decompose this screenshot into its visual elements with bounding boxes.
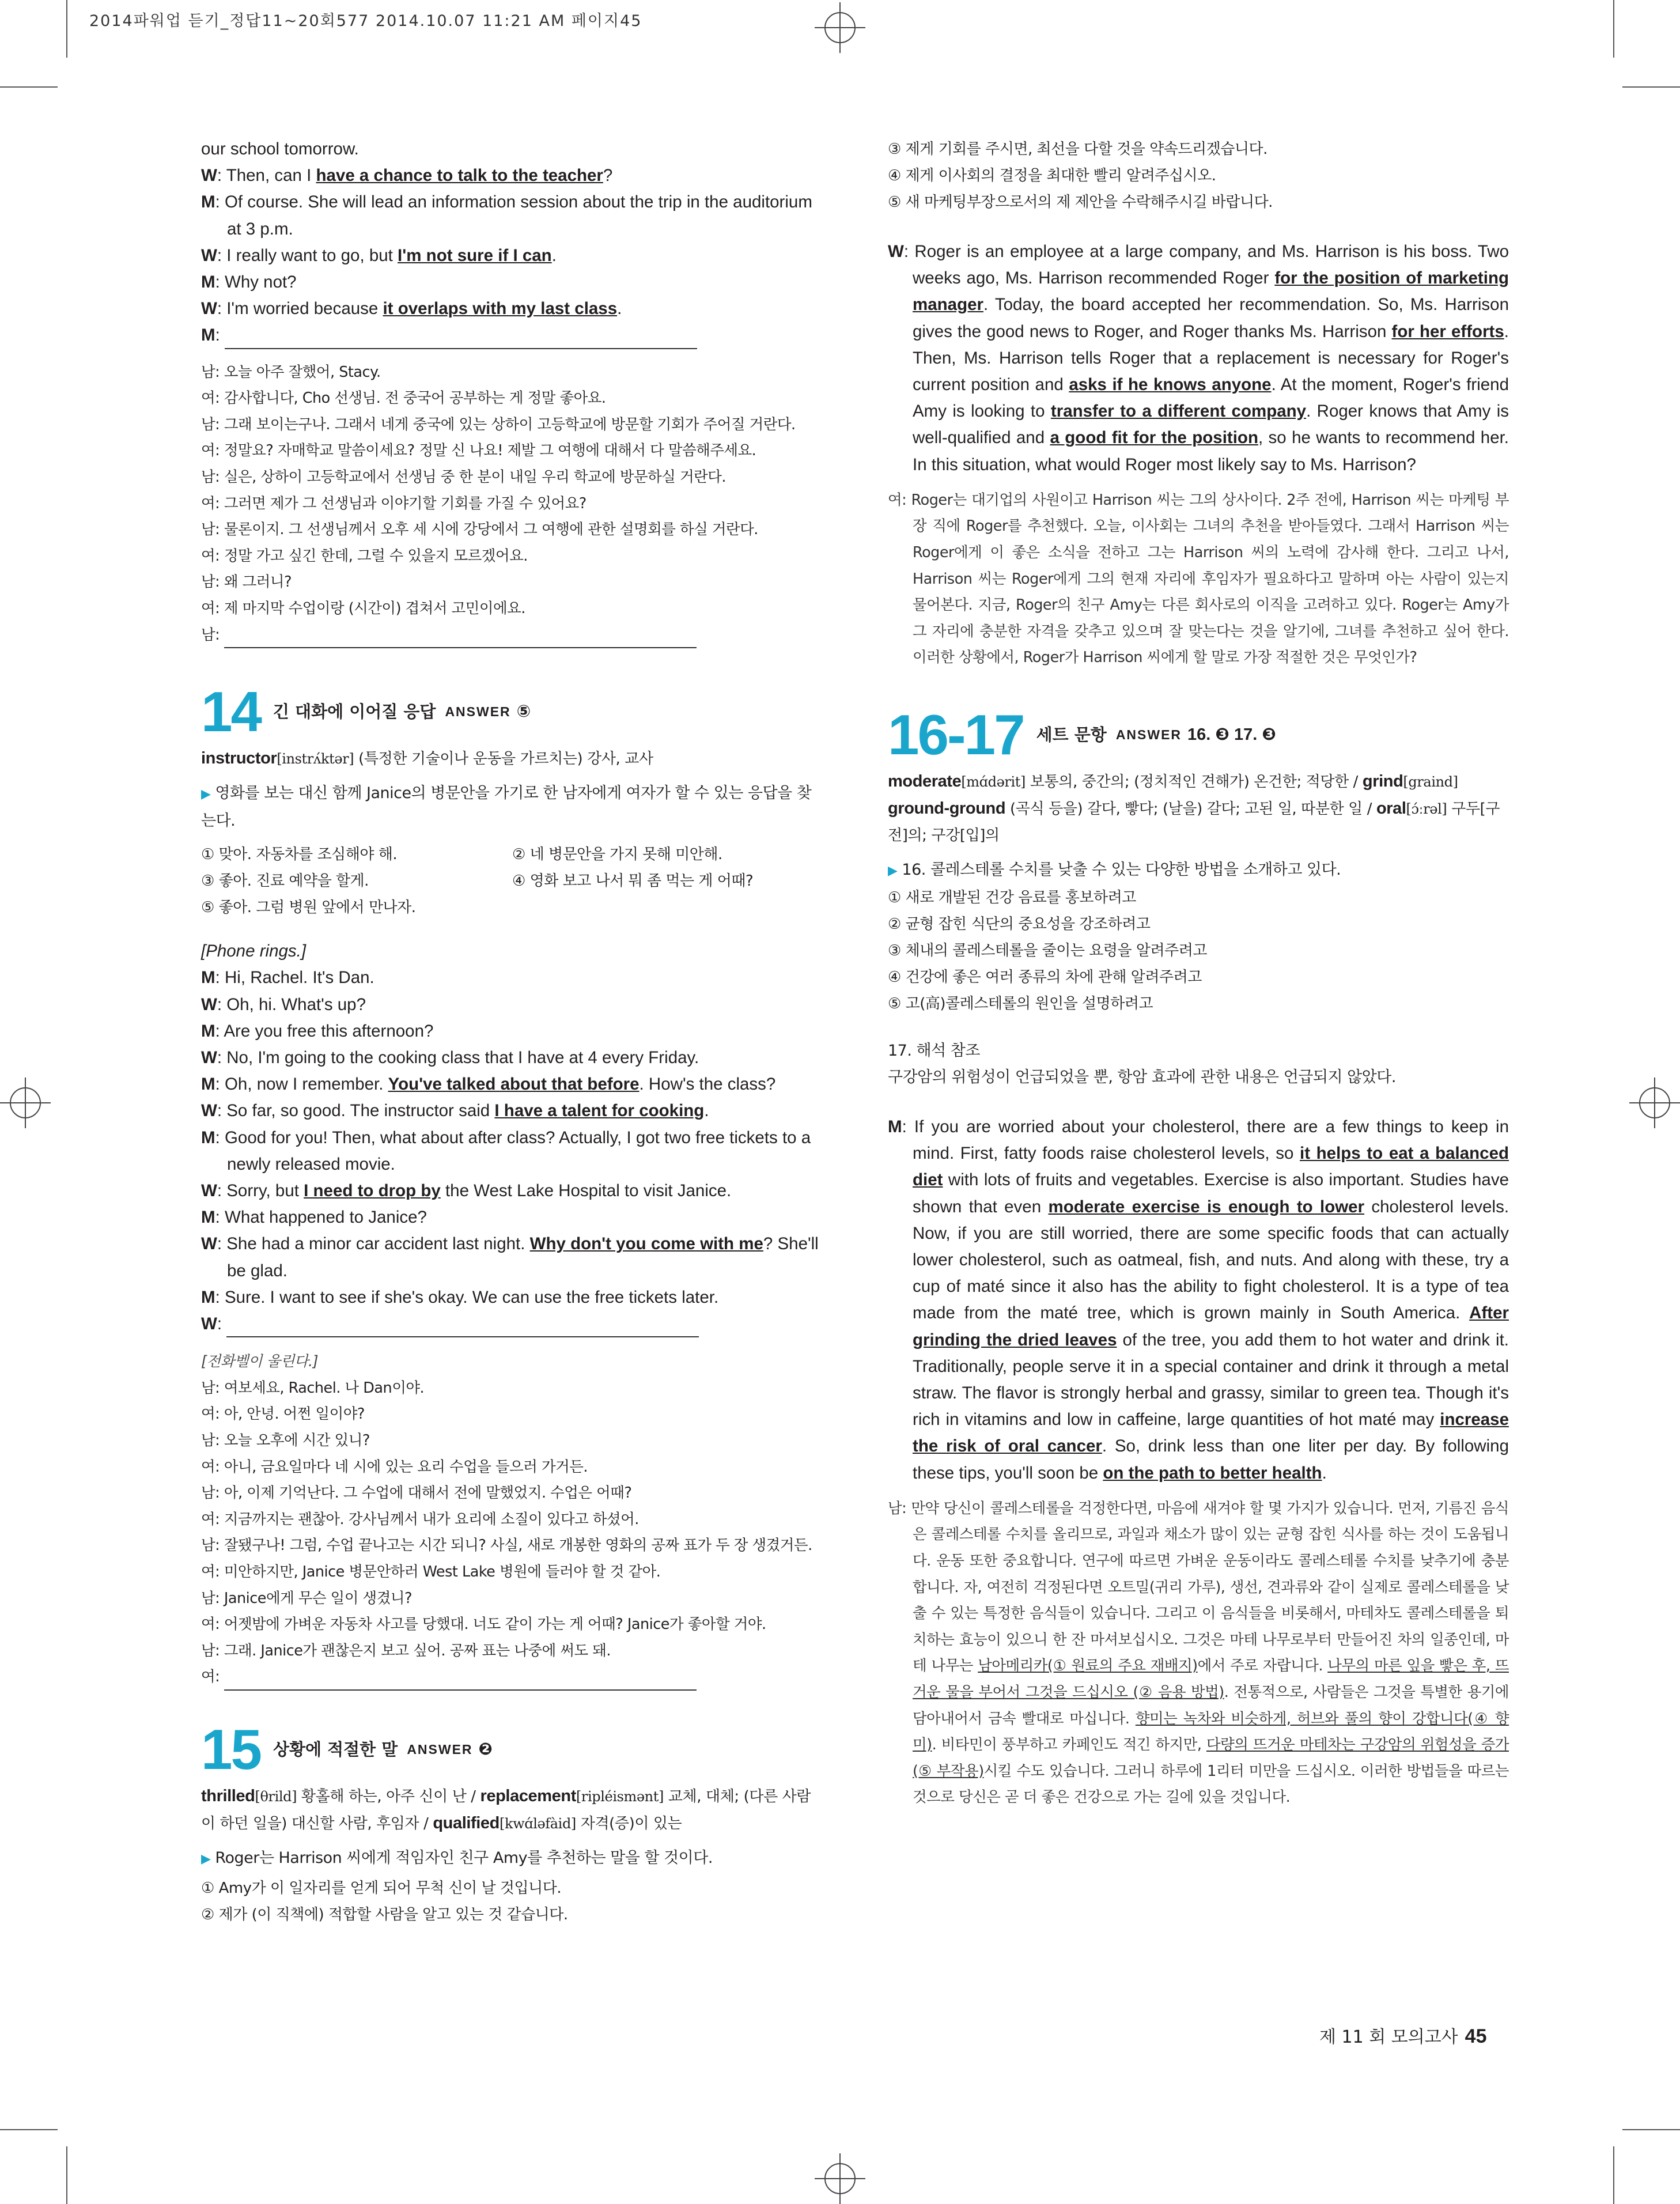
speaker-label: W xyxy=(201,1181,217,1200)
text-segment: : xyxy=(217,1314,222,1333)
speaker-label: 남 xyxy=(201,573,215,591)
section-15-heading xyxy=(201,1717,822,1781)
text-segment: : She had a minor car accident last night. xyxy=(217,1234,530,1254)
dialogue-line xyxy=(201,189,822,242)
speaker-label: 남 xyxy=(201,1484,215,1502)
answer-option: ⑤ 고(高)콜레스테롤의 원인을 설명하려고 xyxy=(888,995,1153,1012)
dialogue-line xyxy=(201,1231,822,1284)
question-text: 16. 콜레스테롤 수치를 낮출 수 있는 다양한 방법을 소개하고 있다. xyxy=(902,860,1341,879)
vocab-word: instructor xyxy=(201,749,277,768)
dialogue-line xyxy=(201,1018,822,1045)
text-segment: : 정말요? 자매학교 말씀이세요? 정말 신 나요! 제발 그 여행에 대해서 다 말씀해주세요. xyxy=(215,442,756,460)
section-title: 긴 대화에 이어질 응답 xyxy=(273,702,436,722)
stage-direction: [Phone rings.] xyxy=(201,942,307,961)
page-footer xyxy=(1319,2022,1487,2048)
vocab-definition: 황홀해 하는, 아주 신이 난 / xyxy=(297,1787,480,1805)
answer-value: 16. ❸ 17. ❸ xyxy=(1187,725,1276,744)
speaker-label: 남 xyxy=(201,468,215,486)
section-title: 세트 문항 xyxy=(1036,724,1107,744)
text-segment: : 아, 이제 기억난다. 그 수업에 대해서 전에 말했었지. 수업은 어때? xyxy=(215,1484,632,1502)
text-segment: . xyxy=(1322,1463,1327,1483)
text-segment: : So far, so good. The instructor said xyxy=(217,1101,495,1121)
text-segment: : xyxy=(215,1668,220,1686)
vocab-word: replacement xyxy=(480,1786,576,1805)
key-phrase: it overlaps with my last class xyxy=(383,299,618,319)
text-segment: . xyxy=(704,1101,709,1121)
crop-mark xyxy=(66,0,67,58)
answer-option: ④ 건강에 좋은 여러 종류의 차에 관해 알려주려고 xyxy=(888,968,1202,986)
text-segment: : 아, 안녕. 어쩐 일이야? xyxy=(215,1405,365,1423)
text-segment: : Sorry, but xyxy=(217,1181,304,1200)
dialogue-line xyxy=(201,1480,822,1507)
answer-option: ③ 제게 기회를 주시면, 최선을 다할 것을 약속드리겠습니다. xyxy=(888,141,1267,158)
key-phrase: 향미는 녹차와 비슷하게, 허브와 풀의 향이 강합니다(④ 향미) xyxy=(913,1710,1509,1754)
script-16-korean xyxy=(888,1496,1509,1811)
crop-mark xyxy=(66,2146,67,2204)
text-segment: : Roger is an employee at a large company, and Ms. Harrison is his boss. Two weeks ago, Ms. Harrison recommended Roger xyxy=(903,242,1509,288)
dialogue-13-english xyxy=(201,136,822,349)
key-phrase: on the path to better health xyxy=(1103,1463,1322,1483)
text-segment: the West Lake Hospital to visit Janice. xyxy=(440,1181,732,1200)
text-segment: : 지금까지는 괜찮아. 강사님께서 내가 요리에 소질이 있다고 하셨어. xyxy=(215,1510,639,1528)
text-segment: : 오늘 오후에 시간 있니? xyxy=(215,1431,370,1449)
text-segment: : Hi, Rachel. It's Dan. xyxy=(215,968,374,988)
key-phrase: I need to drop by xyxy=(304,1181,441,1200)
dialogue-line xyxy=(201,569,822,596)
answer-option: ② 제가 (이 직책에) 적합할 사람을 알고 있는 것 같습니다. xyxy=(201,1906,568,1923)
speaker-label: 여 xyxy=(201,1563,215,1581)
speaker-label: M xyxy=(201,1208,215,1227)
answer-value: ❷ xyxy=(478,1740,493,1759)
key-phrase: 나무의 마른 잎을 빻은 후, 뜨거운 물을 부어서 그것을 드십시오 (② 음용 방법) xyxy=(913,1657,1509,1701)
answer-option: ④ 제게 이사회의 결정을 최대한 빨리 알려주십시오. xyxy=(888,167,1216,184)
vocab-definition: (곡식 등을) 갈다, 빻다; (날을) 갈다; 고된 일, 따분한 일 / xyxy=(1005,800,1376,818)
answer-option: ② 네 병문안을 가지 못해 미안해. xyxy=(512,846,722,864)
options-15-part2 xyxy=(888,136,1509,216)
registration-mark-icon xyxy=(1629,1078,1680,1128)
section-14-heading xyxy=(201,680,822,744)
dialogue-line xyxy=(201,385,822,412)
dialogue-line xyxy=(201,1284,822,1311)
answer-option: ⑤ 좋아. 그럼 병원 앞에서 만나자. xyxy=(201,899,416,917)
speaker-label: 남 xyxy=(201,363,215,381)
speaker-label: M xyxy=(201,273,215,292)
text-segment: : 그래 보이는구나. 그래서 네게 중국에 있는 상하이 고등학교에 방문할 기회가 주어질 거란다. xyxy=(215,415,796,433)
section-number: 15 xyxy=(201,1717,261,1781)
answer-option: ① 맞아. 자동차를 조심해야 해. xyxy=(201,846,398,864)
text-segment: : xyxy=(215,626,220,644)
text-segment: : xyxy=(215,326,220,345)
speaker-label: W xyxy=(201,1048,217,1067)
speaker-label: W xyxy=(888,242,904,261)
registration-mark-icon xyxy=(0,1078,51,1128)
speaker-label: W xyxy=(201,995,217,1014)
key-phrase: You've talked about that before xyxy=(388,1075,640,1094)
speaker-label: M xyxy=(201,1021,215,1041)
answer-label: ANSWER xyxy=(445,704,511,720)
speaker-label: 남 xyxy=(201,1537,215,1555)
vocab-ipa: [instrʌ́ktər] xyxy=(277,751,354,768)
text-segment: : Sure. I want to see if she's okay. We can use the free tickets later. xyxy=(215,1287,719,1307)
key-phrase: have a chance to talk to the teacher xyxy=(316,166,603,186)
answer-option: ⑤ 새 마케팅부장으로서의 제 제안을 수락해주시길 바랍니다. xyxy=(888,194,1273,211)
answer-option: ② 균형 잡힌 식단의 중요성을 강조하려고 xyxy=(888,915,1151,933)
text-segment: : Of course. She will lead an information session about the trip in the auditorium at 3 p.m. xyxy=(215,192,812,239)
question-16 xyxy=(888,857,1509,884)
speaker-label: 여 xyxy=(201,442,215,460)
speaker-label: 남 xyxy=(201,1379,215,1397)
answer-option: ① Amy가 이 일자리를 얻게 되어 무척 신이 날 것입니다. xyxy=(201,1879,562,1897)
speaker-label: 남 xyxy=(201,1642,215,1659)
stage-direction-korean: [전화벨이 울린다.] xyxy=(201,1353,319,1371)
text-segment: : If you are worried about your cholesterol, there are a few things to keep in mind. First, fatty foods raise cholesterol levels, so xyxy=(902,1117,1509,1163)
speaker-label: M xyxy=(201,326,215,345)
print-header: 2014파워업 듣기_정답11~20회577 2014.10.07 11:21 AM 페이지45 xyxy=(89,12,642,30)
text-segment: . Roger knows that Amy is well-qualified and xyxy=(913,402,1509,448)
dialogue-line xyxy=(201,1125,822,1178)
dialogue-line xyxy=(201,1559,822,1586)
text-segment: : No, I'm going to the cooking class that I have at 4 every Friday. xyxy=(217,1048,699,1067)
crop-mark xyxy=(0,86,58,88)
speaker-label: 여 xyxy=(201,1458,215,1476)
speaker-label: 남 xyxy=(201,1431,215,1449)
speaker-label: 여 xyxy=(201,494,215,512)
key-phrase: 남아메리카(① 원료의 주요 재배지) xyxy=(978,1657,1198,1675)
speaker-label: 남 xyxy=(201,1589,215,1607)
dialogue-line xyxy=(201,596,822,622)
dialogue-line xyxy=(201,965,822,991)
speaker-label: 여 xyxy=(201,1405,215,1423)
section-16-17-heading xyxy=(888,702,1509,766)
text-segment: : I'm worried because xyxy=(217,299,383,319)
text-segment: : 그러면 제가 그 선생님과 이야기할 기회를 가질 수 있어요? xyxy=(215,494,587,512)
dialogue-line xyxy=(201,1638,822,1665)
text-segment: , so he wants to recommend her. In this situation, what would Roger most likely say to Ms. Harrison? xyxy=(913,428,1509,474)
speaker-label: W xyxy=(201,245,217,265)
speaker-label: 여 xyxy=(201,1668,215,1686)
answer-option: ③ 좋아. 진료 예약을 할게. xyxy=(201,872,369,890)
key-phrase: a good fit for the position xyxy=(1050,428,1258,448)
script-15-korean xyxy=(888,487,1509,671)
options-16 xyxy=(888,884,1509,1017)
answer-blank xyxy=(225,332,697,349)
dialogue-line xyxy=(201,464,822,491)
registration-mark-icon xyxy=(815,2153,865,2204)
dialogue-line xyxy=(201,517,822,543)
vocab-ipa: [θrild] xyxy=(255,1788,297,1805)
vocab-ipa: [kwɑ́ləfàid] xyxy=(499,1815,576,1832)
text-segment: : Oh, now I remember. xyxy=(215,1075,388,1094)
crop-mark xyxy=(1622,86,1680,88)
text-segment: with lots of fruits and vegetables. Exercise is also important. Studies have shown that even xyxy=(913,1170,1509,1216)
speaker-label: 남 xyxy=(201,415,215,433)
vocab-word: grind xyxy=(1362,772,1403,791)
text-segment: 에서 주로 자랍니다. xyxy=(1197,1657,1328,1675)
key-phrase: for her efforts xyxy=(1391,322,1504,341)
key-phrase: I'm not sure if I can xyxy=(398,245,552,265)
text-segment: : 그래. Janice가 괜찮은지 보고 싶어. 공짜 표는 나중에 써도 돼. xyxy=(215,1642,611,1659)
dialogue-line xyxy=(201,1401,822,1428)
script-16-english xyxy=(888,1114,1509,1487)
dialogue-line xyxy=(201,360,822,386)
registration-mark-icon xyxy=(815,2,865,53)
dialogue-line xyxy=(201,1533,822,1559)
text-segment: ? xyxy=(603,166,613,186)
speaker-label: M xyxy=(201,1128,215,1147)
vocab-definition: (특정한 기술이나 운동을 가르치는) 강사, 교사 xyxy=(358,750,653,768)
answer-blank xyxy=(224,1673,697,1691)
text-segment: of the tree, you add them to hot water and drink it. Traditionally, people serve it in a special container and drink it through a metal straw. The flavor is strongly herbal and grassy, similar to green tea. Though it's rich in vitamins and low in caffeine, large quantities of hot maté may xyxy=(913,1330,1509,1430)
note-17-text: 구강암의 위험성이 언급되었을 뿐, 항암 효과에 관한 내용은 언급되지 않았다. xyxy=(888,1068,1396,1086)
answer-value: ⑤ xyxy=(516,702,531,721)
text-segment: ? She'll be glad. xyxy=(227,1234,819,1280)
key-phrase: asks if he knows anyone xyxy=(1069,375,1272,395)
text-segment: . Then, Ms. Harrison tells Roger that a replacement is necessary for Roger's current position and xyxy=(913,322,1509,395)
dialogue-line xyxy=(201,543,822,570)
vocab-word: qualified xyxy=(433,1813,500,1832)
dialogue-line xyxy=(201,992,822,1018)
key-phrase: 다량의 뜨거운 마테차는 구강암의 위험성을 증가(⑤ 부작용) xyxy=(913,1736,1509,1780)
answer-option: ③ 체내의 콜레스테롤을 줄이는 요령을 알려주려고 xyxy=(888,942,1207,959)
text-segment: : Oh, hi. What's up? xyxy=(217,995,366,1014)
text-segment: : 어젯밤에 가벼운 자동차 사고를 당했대. 너도 같이 가는 게 어때? Janice가 좋아할 거야. xyxy=(215,1616,766,1634)
answer-blank xyxy=(226,1320,699,1337)
text-segment: : 아니, 금요일마다 네 시에 있는 요리 수업을 들으러 가거든. xyxy=(215,1458,588,1476)
text-segment: : What happened to Janice? xyxy=(215,1208,427,1227)
dialogue-line xyxy=(201,1507,822,1533)
text-segment: : 미안하지만, Janice 병문안하러 West Lake 병원에 들러야 할 것 같아. xyxy=(215,1563,661,1581)
vocab-definition: 보통의, 중간의; (정치적인 견해가) 온건한; 적당한 / xyxy=(1025,773,1363,791)
vocab-ipa: [ripléismənt] xyxy=(576,1788,664,1805)
speaker-label: W xyxy=(201,1101,217,1121)
vocab-ipa: [mɑ́dərit] xyxy=(961,773,1026,790)
key-phrase: After grinding the dried leaves xyxy=(913,1303,1509,1349)
crop-mark xyxy=(1613,2146,1614,2204)
text-segment: . 비타민이 풍부하고 카페인도 적긴 하지만, xyxy=(932,1736,1206,1754)
text-segment: : 오늘 아주 잘했어, Stacy. xyxy=(215,363,381,381)
text-segment: . xyxy=(617,299,622,319)
section-title: 상황에 적절한 말 xyxy=(273,1739,398,1759)
speaker-label: 남 xyxy=(201,521,215,539)
dialogue-line xyxy=(201,1428,822,1454)
script-15-english xyxy=(888,239,1509,478)
answer-option: ① 새로 개발된 건강 음료를 홍보하려고 xyxy=(888,889,1136,906)
dialogue-line xyxy=(201,296,822,322)
key-phrase: increase the risk of oral cancer xyxy=(913,1410,1509,1456)
text-segment: : Good for you! Then, what about after class? Actually, I got two free tickets to a newly released movie. xyxy=(215,1128,811,1174)
text-segment: : 감사합니다, Cho 선생님. 전 중국어 공부하는 게 정말 좋아요. xyxy=(215,390,606,407)
vocab-word: thrilled xyxy=(201,1786,255,1805)
vocab-ipa: [ɔ́ːrəl] xyxy=(1406,800,1447,817)
speaker-label: W xyxy=(201,1234,217,1254)
text-segment: : 왜 그러니? xyxy=(215,573,292,591)
left-column xyxy=(201,136,822,1928)
question-14 xyxy=(201,780,822,834)
speaker-label: W xyxy=(201,299,217,319)
speaker-label: W xyxy=(201,1314,217,1333)
page-number: 45 xyxy=(1465,2025,1487,2047)
vocab-15 xyxy=(201,1783,822,1837)
key-phrase: it helps to eat a balanced diet xyxy=(913,1144,1509,1190)
speaker-label: M xyxy=(201,968,215,988)
text-segment: . Today, the board accepted her recommendation. So, Ms. Harrison gives the good news to Roger, and Roger thanks Ms. Harrison xyxy=(913,295,1509,341)
text-segment: . So, drink less than one liter per day. By following these tips, you'll soon be xyxy=(913,1436,1509,1483)
speaker-label: M xyxy=(888,1117,902,1136)
dialogue-line xyxy=(201,438,822,464)
triangle-bullet-icon: ▶ xyxy=(888,863,898,878)
dialogue-line xyxy=(201,1586,822,1612)
options-14 xyxy=(201,841,822,921)
dialogue-line xyxy=(201,412,822,438)
text-segment: : Why not? xyxy=(215,273,297,292)
dialogue-line xyxy=(201,1311,822,1337)
dialogue-line xyxy=(201,136,822,162)
question-15 xyxy=(201,1845,822,1873)
crop-mark xyxy=(0,2129,58,2130)
speaker-label: 여 xyxy=(888,491,902,509)
dialogue-line xyxy=(201,322,822,349)
question-text: 영화를 보는 대신 함께 Janice의 병문안을 가기로 한 남자에게 여자가 할 수 있는 응답을 찾는다. xyxy=(201,784,812,830)
speaker-label: 남 xyxy=(888,1499,902,1517)
vocab-definition: 자격(증)이 있는 xyxy=(576,1814,682,1832)
answer-label: ANSWER xyxy=(1115,727,1182,742)
text-segment: : 만약 당신이 콜레스테롤을 걱정한다면, 마음에 새겨야 할 몇 가지가 있습니다. 먼저, 기름진 음식은 콜레스테롤 수치를 올리므로, 과일과 채소가 많이 있는 균형 잡힌 식사를 하는 것이 도움됩니다. 운동 또한 중요합니다. 연구에 따르면 가벼운 운동이라도 콜레스테롤 수치를 낮추기에 충분합니다. 자, 여전히 걱정된다면 오트밀(귀리 가루), 생선, 견과류와 같이 실제로 콜레스테롤을 낮출 수 있는 특정한 음식들이 있습니다. 그리고 이 음식들을 비롯해서, 마테차도 콜레스테롤을 퇴치하는 효능이 있으니 한 잔 마셔보십시오. 그것은 마테 나무로부터 만들어진 차의 일종인데, 마테 나무는 xyxy=(902,1499,1509,1675)
speaker-label: 여 xyxy=(201,599,215,617)
text-segment: : Roger는 대기업의 사원이고 Harrison 씨는 그의 상사이다. 2주 전에, Harrison 씨는 마케팅 부장 직에 Roger를 추천했다. 오늘, 이사회는 그녀의 추천을 받아들였다. 그래서 Harrison 씨는 Roger에게 이 좋은 소식을 전하고 그는 Harrison 씨의 노력에 감사해 한다. 그리고 나서, Harrison 씨는 Roger에게 그의 현재 자리에 후임자가 필요하다고 말하며 아는 사람이 있는지 물어본다. 지금, Roger의 친구 Amy는 다른 회사로의 이직을 고려하고 있다. Roger는 Amy가 그 자리에 충분한 자격을 갖추고 있으며 잘 맞는다는 것을 알기에, 그녀를 추천하고 싶어 한다. 이러한 상황에서, Roger가 Harrison 씨에게 할 말로 가장 적절한 것은 무엇인가? xyxy=(902,491,1509,667)
dialogue-14-korean xyxy=(201,1375,822,1691)
options-15-part1 xyxy=(201,1875,822,1928)
text-segment: our school tomorrow. xyxy=(201,139,359,158)
text-segment: : 여보세요, Rachel. 나 Dan이야. xyxy=(215,1379,425,1397)
dialogue-line xyxy=(201,243,822,269)
speaker-label: W xyxy=(201,166,217,186)
vocab-definition: 교체, 대체; (다른 사람이 하던 일을) 대신할 사람, 후임자 / xyxy=(201,1787,811,1832)
vocab-word: ground-ground xyxy=(888,799,1006,818)
question-text: Roger는 Harrison 씨에게 적임자인 친구 Amy를 추천하는 말을 할 것이다. xyxy=(215,1848,713,1867)
answer-blank xyxy=(224,631,697,648)
dialogue-line xyxy=(201,1178,822,1204)
footer-label: 제 11 회 모의고사 xyxy=(1319,2027,1458,2047)
section-number: 16-17 xyxy=(888,702,1024,766)
speaker-label: M xyxy=(201,1075,215,1094)
text-segment: . xyxy=(551,245,557,265)
vocab-14 xyxy=(201,745,822,772)
dialogue-13-korean xyxy=(201,360,822,649)
speaker-label: 남 xyxy=(201,626,215,644)
answer-option: ④ 영화 보고 나서 뭐 좀 먹는 게 어때? xyxy=(512,872,754,890)
dialogue-line xyxy=(201,1204,822,1231)
dialogue-line xyxy=(201,622,822,649)
answer-label: ANSWER xyxy=(407,1741,473,1757)
speaker-label: 여 xyxy=(201,1616,215,1634)
dialogue-line xyxy=(201,491,822,517)
dialogue-line xyxy=(201,1071,822,1098)
dialogue-line xyxy=(201,1045,822,1071)
text-segment: : Are you free this afternoon? xyxy=(215,1021,434,1041)
note-17-label: 17. 해석 참조 xyxy=(888,1041,980,1060)
text-segment: . How's the class? xyxy=(639,1075,776,1094)
vocab-16-17 xyxy=(888,768,1509,849)
text-segment: : Then, can I xyxy=(217,166,316,186)
dialogue-line xyxy=(201,162,822,189)
dialogue-line xyxy=(201,1612,822,1638)
section-number: 14 xyxy=(201,680,261,744)
text-segment: : 정말 가고 싶긴 한데, 그럴 수 있을지 모르겠어요. xyxy=(215,547,528,565)
text-segment: cholesterol levels. Now, if you are still worried, there are some specific foods that can actually lower cholesterol, such as oatmeal, fish, and nuts. And along with these, try a cup of maté since it also has the ability to fight cholesterol. It is a type of tea made from the maté tree, which is grown mainly in South America. xyxy=(913,1197,1509,1323)
dialogue-line xyxy=(201,1375,822,1402)
text-segment: : 물론이지. 그 선생님께서 오후 세 시에 강당에서 그 여행에 관한 설명회를 하실 거란다. xyxy=(215,521,758,539)
speaker-label: M xyxy=(201,192,215,212)
vocab-word: oral xyxy=(1376,799,1406,818)
text-segment: : 잘됐구나! 그럼, 수업 끝나고는 시간 되니? 사실, 새로 개봉한 영화의 공짜 표가 두 장 생겼거든. xyxy=(215,1537,812,1555)
crop-mark xyxy=(1622,2129,1680,2130)
speaker-label: M xyxy=(201,1287,215,1307)
triangle-bullet-icon: ▶ xyxy=(201,787,211,802)
note-17 xyxy=(888,1038,1509,1091)
key-phrase: moderate exercise is enough to lower xyxy=(1048,1197,1365,1216)
dialogue-line xyxy=(201,269,822,296)
text-segment: . At the moment, Roger's friend Amy is looking to xyxy=(913,375,1509,421)
text-segment: : I really want to go, but xyxy=(217,245,398,265)
vocab-word: moderate xyxy=(888,772,962,791)
speaker-label: 여 xyxy=(201,547,215,565)
dialogue-14-english xyxy=(201,965,822,1337)
dialogue-line xyxy=(201,1098,822,1124)
dialogue-line xyxy=(201,1454,822,1481)
triangle-bullet-icon: ▶ xyxy=(201,1851,211,1866)
speaker-label: 여 xyxy=(201,390,215,407)
right-column xyxy=(888,136,1509,1811)
key-phrase: I have a talent for cooking xyxy=(494,1101,705,1121)
text-segment: . 전통적으로, 사람들은 그것을 특별한 용기에 담아내어서 금속 빨대로 마십니다. xyxy=(913,1683,1509,1727)
crop-mark xyxy=(1613,0,1614,58)
key-phrase: transfer to a different company xyxy=(1050,402,1307,421)
text-segment: : 실은, 상하이 고등학교에서 선생님 중 한 분이 내일 우리 학교에 방문하실 거란다. xyxy=(215,468,726,486)
text-segment: 시킬 수도 있습니다. 그러니 하루에 1리터 미만을 드십시오. 이러한 방법들을 따르는 것으로 당신은 곧 더 좋은 건강으로 가는 길에 있을 것입니다. xyxy=(913,1762,1509,1806)
text-segment: : Janice에게 무슨 일이 생겼니? xyxy=(215,1589,412,1607)
key-phrase: Why don't you come with me xyxy=(529,1234,763,1254)
key-phrase: for the position of marketing manager xyxy=(913,269,1509,315)
vocab-definition: 구두[구전]의; 구강[입]의 xyxy=(888,800,1500,844)
text-segment: : 제 마지막 수업이랑 (시간이) 겹쳐서 고민이에요. xyxy=(215,599,525,617)
vocab-ipa: [graind] xyxy=(1403,773,1458,790)
speaker-label: 여 xyxy=(201,1510,215,1528)
dialogue-line xyxy=(201,1664,822,1691)
